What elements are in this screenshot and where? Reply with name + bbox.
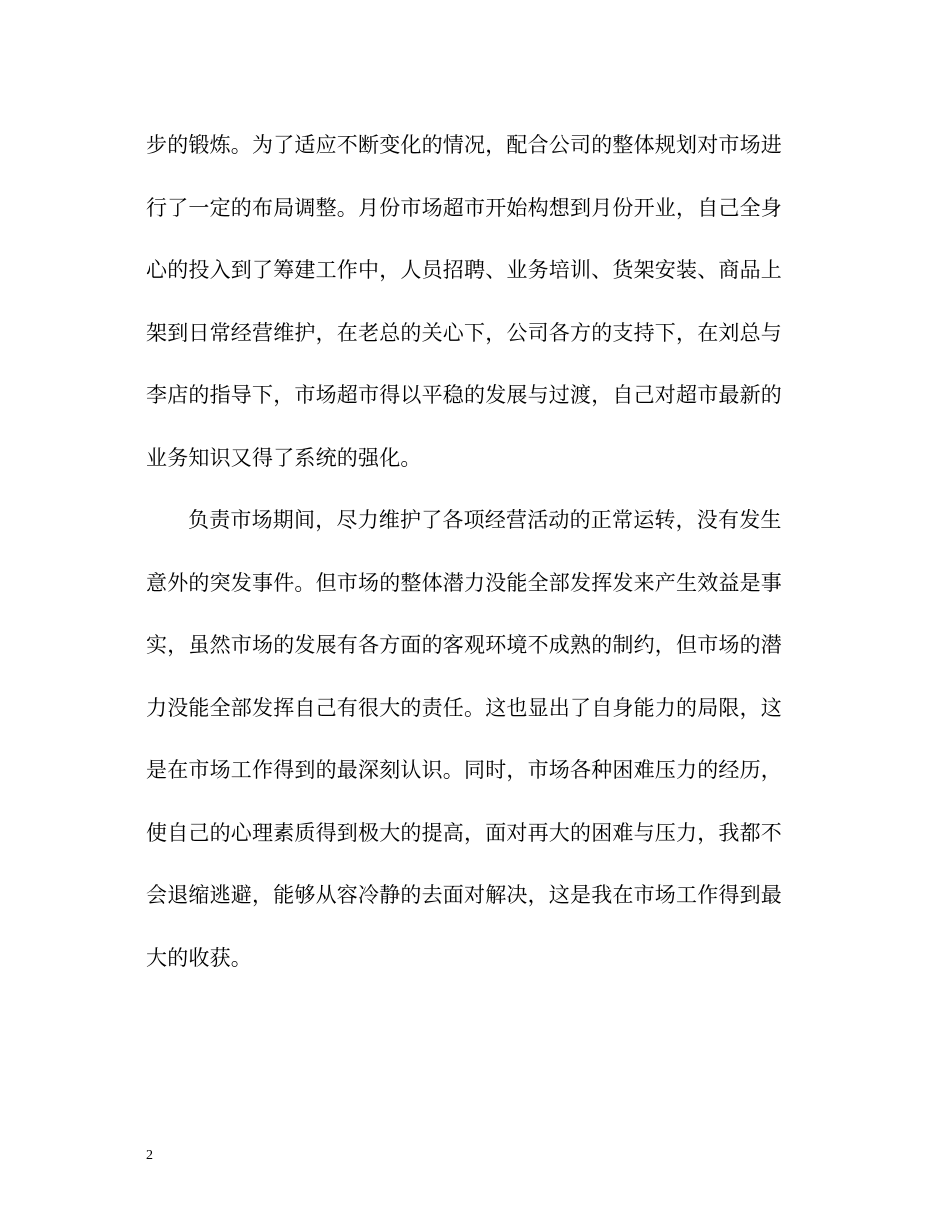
- text-line: 业务知识又得了系统的强化。: [146, 445, 422, 470]
- text-line: 实，虽然市场的发展有各方面的客观环境不成熟的制约，但市场的潜: [146, 633, 782, 657]
- text-line-indented: 负责市场期间，尽力维护了各项经营活动的正常运转，没有发生: [188, 508, 782, 532]
- text-line: 使自己的心理素质得到极大的提高，面对再大的困难与压力，我都不: [146, 820, 782, 845]
- text-line: 心的投入到了筹建工作中，人员招聘、业务培训、货架安装、商品上: [146, 258, 782, 282]
- text-line: 力没能全部发挥自己有很大的责任。这也显出了自身能力的局限，这: [146, 695, 782, 720]
- text-line: 会退缩逃避，能够从容冷静的去面对解决，这是我在市场工作得到最: [146, 883, 782, 907]
- text-line: 行了一定的布局调整。月份市场超市开始构想到月份开业，自己全身: [146, 195, 782, 220]
- text-line: 架到日常经营维护，在老总的关心下，公司各方的支持下，在刘总与: [146, 320, 782, 345]
- text-line: 意外的突发事件。但市场的整体潜力没能全部发挥发来产生效益是事: [146, 570, 782, 595]
- text-line: 大的收获。: [146, 945, 252, 970]
- text-line: 李店的指导下，市场超市得以平稳的发展与过渡，自己对超市最新的: [146, 383, 782, 407]
- body-text: [146, 123, 806, 998]
- page-number: 2: [146, 1148, 153, 1163]
- paragraph-2: [146, 498, 806, 998]
- paragraph-1: [146, 123, 806, 498]
- text-line: 是在市场工作得到的最深刻认识。同时，市场各种困难压力的经历，: [146, 758, 782, 782]
- text-line: 步的锻炼。为了适应不断变化的情况，配合公司的整体规划对市场进: [146, 133, 782, 157]
